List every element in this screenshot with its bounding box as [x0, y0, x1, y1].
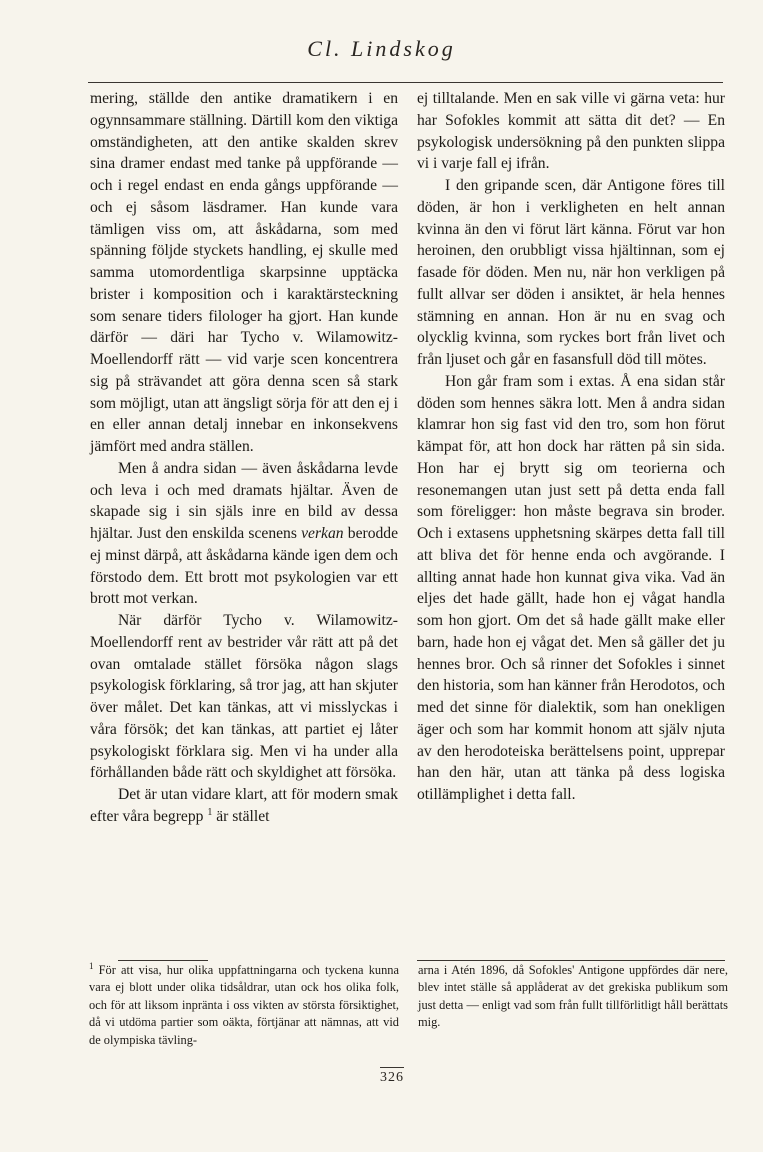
left-paragraph-2	[90, 458, 398, 610]
right-column	[417, 88, 725, 806]
footnote-left-text: För att visa, hur olika uppfattningarna och tyckena kunna vara ej blott under olika tidsåldrar, utan ock hos olika folk, och för att liksom inpränta i oss vikten av största försiktighet, då vi utdöma partier som oäkta, förtjänar att nämnas, att vid de olympiska tävling-	[89, 963, 399, 1047]
left-paragraph-2-part-b: berodde ej minst därpå, att åskådarna kände igen dem och förstodo dem. Ett brott mot psykologien var ett brott mot verkan.	[90, 525, 399, 608]
right-paragraph-3: Hon går fram som i extas. Å ena sidan står döden som hennes säkra lott. Men å andra sidan klamrar hon sig fast vid den tro, som hon förut kämpat för, att hon dock har rätten på sin sida. Hon har ej brytt sig om teorierna och resonemangen utan just sett på detta enda fall som föreligger: hon måste begrava sin broder. Och i extasens upphetsning skärpes detta fall till att bliva det för henne enda och avgörande. I allting annat hade hon kunnat giva vika. Vad än eljes det hade gällt, hade hon ej vågat handla som hon gjort. Om det så hade gällt make eller barn, hade hon ej vågat det. Men så gäller det ju hennes bror. Och så rinner det Sofokles i sinnet den historia, som han känner från Herodotos, och med det sinne för dialektik, som han onekligen äger och som har kommit honom att själv njuta av den herodoteiska berättelsens point, upprepar han den här, utan att tänka på dess logiska otillämplighet i detta fall.	[417, 372, 725, 803]
left-paragraph-1: mering, ställde den antike dramatikern i en ogynnsammare ställning. Därtill kom den viktiga omständigheten, att den antike skalden skrev sina dramer endast med tanke på uppförande — och i regel endast en enda gångs uppförande — och ej såsom läsdramer. Han kunde vara tämligen viss om, att åskådarna, som med spänning följde styckets handling, ej skulle med samma utomordentliga skarpsinne upptäcka brister i komposition och i karaktärsteckning som senare tiders filologer ha gjort. Han kunde därför — däri har Tycho v. Wilamowitz-Moellendorff rätt — vid varje scen koncentrera sig på strävandet att göra denna scen så stark som möjligt, utan att ängsligt sörja för att den ej i en eller annan detalj innebar en inkonsekvens jämfört med andra ställen.	[90, 90, 398, 455]
footnote-right	[418, 962, 728, 1032]
left-paragraph-4	[90, 784, 398, 828]
right-paragraph-1: ej tilltalande. Men en sak ville vi gärna veta: hur har Sofokles kommit att sätta dit det? — En psykologisk undersökning på den punkten slippa vi i varje fall ej ifrån.	[417, 90, 725, 173]
page-number: 326	[380, 1067, 404, 1086]
footnote-left	[89, 962, 399, 1049]
footnote-number: 1	[89, 960, 94, 971]
running-head: Cl. Lindskog	[307, 36, 456, 61]
page-number-wrap	[362, 1066, 422, 1086]
left-paragraph-4-part-a: Det är utan vidare klart, att för modern smak efter våra begrepp	[90, 786, 398, 825]
left-paragraph-3: När därför Tycho v. Wilamowitz-Moellendorff rent av bestrider vår rätt att på det ovan omtalade stället försöka någon slags psykologisk förklaring, så tror jag, att han skjuter över målet. Det kan tänkas, att vi misslyckas i våra försök; det kan tänkas, att partiet ej låter psykologiskt förklara sig. Men vi ha under alla förhållanden både rätt och skyldighet att försöka.	[90, 612, 398, 782]
left-paragraph-4-part-b: är stället	[212, 807, 270, 825]
left-column	[90, 88, 398, 828]
footnote-rule-left	[118, 960, 208, 961]
right-paragraph-2: I den gripande scen, där Antigone föres till döden, är hon i verkligheten en helt annan kvinna än den vi förut lärt känna. Förut var hon heroinen, den orubbligt vissa hjältinnan, som ej fasade för döden. Men nu, när hon verkligen på fullt allvar ser döden i ansiktet, är hela hennes stämning en annan. Hon är nu en svag och olycklig kvinna, som ryckes bort från livet och från ljuset och går en fasansfull död till mötes.	[417, 177, 725, 368]
header-rule	[88, 82, 723, 83]
emphasis-verkan: verkan	[301, 525, 344, 542]
footnote-rule-right	[417, 960, 725, 961]
left-paragraph-2-part-a: Men å andra sidan — även åskådarna levde och leva i och med dramats hjältar. Även de skapade sig i sin själs inre en bild av dessa hjältar. Just den enskilda scenens	[90, 459, 398, 542]
footnote-marker: 1	[207, 806, 213, 818]
footnote-right-text: arna i Atén 1896, då Sofokles' Antigone uppfördes där nere, blev intet ställe så applåderat av det grekiska publikum som just detta — enligt vad som från fullt tillförlitligt håll berättats mig.	[418, 963, 728, 1030]
